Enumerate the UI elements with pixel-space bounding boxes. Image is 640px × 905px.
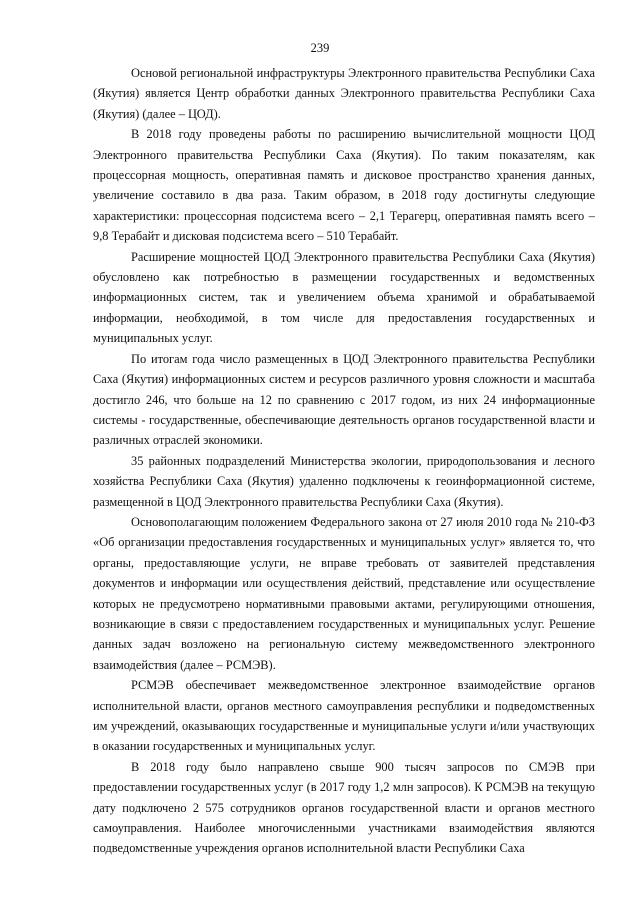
paragraph-federal-law-210: Основополагающим положением Федерального закона от 27 июля 2010 года № 210-ФЗ «Об организации предоставления государственных и муниципальных услуг» является то, что органы, предоставляющие услуги, не вправе требовать от заявителей представления документов и информации или осуществления действий, представление или осуществление которых не предусмотрено нормативными правовыми актами, регулирующими отношения, возникающие в связи с предоставлением государственных и муниципальных услуг. Решение данных задач возложено на региональную систему межведомственного электронного взаимодействия (далее – РСМЭВ).	[93, 514, 595, 672]
paragraph-ecology-ministry: 35 районных подразделений Министерства экологии, природопользования и лесного хозяйства Республики Саха (Якутия) удаленно подключены к геоинформационной системе, размещенной в ЦОД Электронного правительства Республики Саха (Якутия).	[93, 453, 595, 509]
paragraph-hosted-systems: По итогам года число размещенных в ЦОД Электронного правительства Республики Саха (Якутия) информационных систем и ресурсов различного уровня сложности и масштаба достигло 246, что больше на 12 по сравнению с 2017 годом, из них 24 информационные системы - государственные, обеспечивающие деятельность органов государственной власти и различных отраслей экономики.	[93, 351, 595, 448]
paragraph-smev-requests: В 2018 году было направлено свыше 900 тысяч запросов по СМЭВ при предоставлении государственных услуг (в 2017 году 1,2 млн запросов). К РСМЭВ на текущую дату подключено 2 575 сотрудников органов государственной власти и органов местного самоуправления. Наиболее многочисленными участниками взаимодействия являются подведомственные учреждения органов исполнительной власти Республики Саха	[93, 759, 595, 856]
paragraph-capacity-expansion: Расширение мощностей ЦОД Электронного правительства Республики Саха (Якутия) обусловлено как потребностью в размещении государственных и ведомственных информационных систем, так и увеличением объема хранимой и обрабатываемой информации, необходимой, в том числе для предоставления государственных и муниципальных услуг.	[93, 249, 595, 346]
paragraph-rsmev: РСМЭВ обеспечивает межведомственное электронное взаимодействие органов исполнительной власти, органов местного самоуправления республики и подведомственных им учреждений, оказывающих государственные и муниципальные услуги и/или участвующих в оказании государственных и муниципальных услуг.	[93, 678, 595, 754]
paragraph-cod-capacity-2018: В 2018 году проведены работы по расширению вычислительной мощности ЦОД Электронного правительства Республики Саха (Якутия). По таким показателям, как процессорная мощность, оперативная память и дисковое пространство хранения данных, увеличение составило в два раза. Таким образом, в 2018 году достигнуты следующие характеристики: процессорная подсистема всего – 2,1 Терагерц, оперативная память всего – 9,8 Терабайт и дисковая подсистема всего – 510 Терабайт.	[93, 127, 595, 244]
page-number: 239	[310, 41, 330, 55]
body-text	[93, 63, 595, 859]
paragraph-cod-infrastructure: Основой региональной инфраструктуры Электронного правительства Республики Саха (Якутия) является Центр обработки данных Электронного правительства Республики Саха (Якутия) (далее – ЦОД).	[93, 66, 595, 121]
